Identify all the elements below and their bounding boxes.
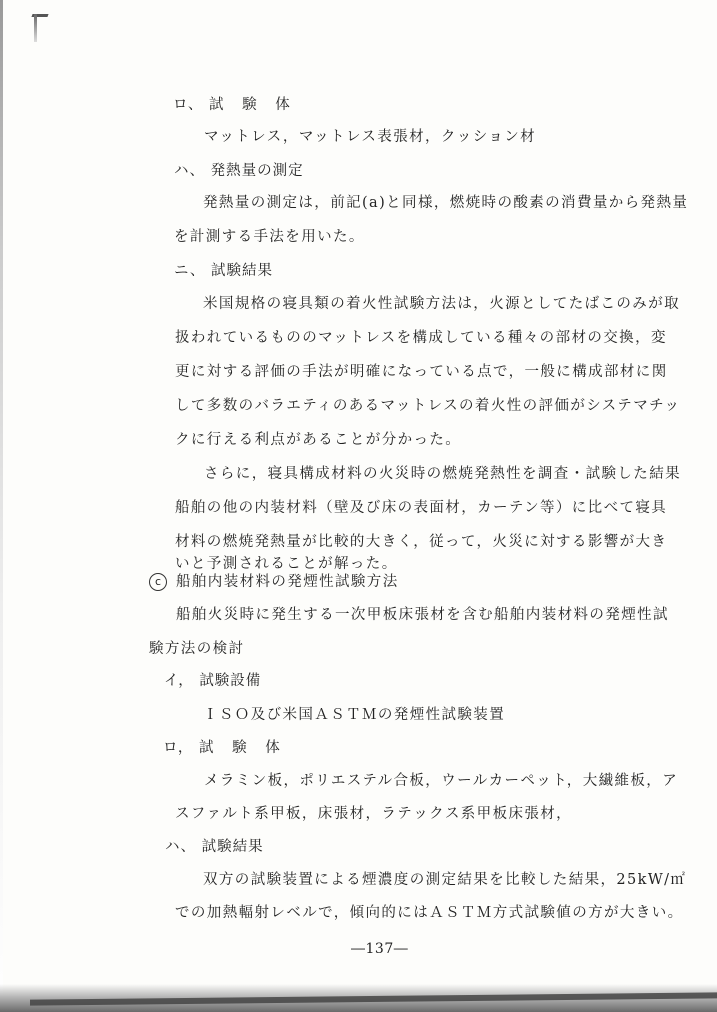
section-c-marker: c <box>149 573 167 591</box>
paragraph-line: 双方の試験装置による煙濃度の測定結果を比較した結果，25kW/㎡ <box>203 872 687 888</box>
paragraph-line: いと予測されることが解った。 <box>175 556 398 572</box>
page-number: ―137― <box>351 941 409 957</box>
item-marker: ハ、 <box>174 163 205 179</box>
item-title: 試 験 体 <box>209 97 297 113</box>
item-marker: ロ， <box>163 740 194 756</box>
paragraph-line: 船舶火災時に発生する一次甲板床張材を含む船舶内装材料の発煙性試 <box>176 607 669 623</box>
item-ni-heading <box>174 262 273 280</box>
paragraph-line: 験方法の検討 <box>149 641 245 657</box>
scan-left-edge <box>0 0 3 1012</box>
paragraph-line: メラミン板，ポリエステル合板，ウールカーペット，大繊維板，ア <box>204 773 679 789</box>
paragraph-line: して多数のバラエティのあるマットレスの着火性の評価がシステマチッ <box>175 398 681 414</box>
item-title: 試験結果 <box>211 263 274 279</box>
paragraph-line: 船舶の他の内装材料（壁及び床の表面材，カーテン等）に比べて寝具 <box>175 500 668 516</box>
paragraph-line: マットレス，マットレス表張材，クッション材 <box>204 129 537 145</box>
paragraph-line: クに行える利点があることが分かった。 <box>175 432 462 448</box>
item-i-heading <box>164 672 261 690</box>
paragraph-line: さらに，寝具構成材料の火災時の燃焼発熱性を調査・試験した結果 <box>204 466 681 482</box>
paragraph-line: 材料の燃焼発熱量が比較的大きく，従って，火災に対する影響が大き <box>175 534 668 550</box>
paragraph-line: 更に対する評価の手法が明確になっている点で，一般に構成部材に関 <box>175 364 668 380</box>
item-title: 試 験 体 <box>199 740 287 756</box>
item-title: 試験設備 <box>199 673 262 689</box>
paragraph-line: スファルト系甲板，床張材，ラテックス系甲板床張材， <box>175 806 573 822</box>
item-ha-heading <box>165 838 264 856</box>
paragraph-line: 扱われているもののマットレスを構成している種々の部材の交換，変 <box>175 330 667 346</box>
item-ro-heading <box>163 739 287 757</box>
paragraph-line: での加熱輻射レベルで，傾向的にはＡＳＴＭ方式試験値の方が大きい。 <box>175 905 684 921</box>
paragraph-line: 発熱量の測定は，前記(a)と同様，燃焼時の酸素の消費量から発熱量 <box>203 195 689 211</box>
section-c-title: 船舶内装材料の発煙性試験方法 <box>176 574 399 590</box>
item-title: 発熱量の測定 <box>210 163 304 179</box>
paragraph-line: 米国規格の寝具類の着火性試験方法は，火源としてたばこのみが取 <box>203 296 680 312</box>
item-ha-heading <box>174 162 304 180</box>
item-title: 試験結果 <box>201 839 264 855</box>
item-marker: ロ、 <box>173 97 204 113</box>
paragraph-line: ＩＳＯ及び米国ＡＳＴＭの発煙性試験装置 <box>203 707 506 723</box>
item-ro-heading <box>173 96 297 114</box>
item-marker: ニ、 <box>174 263 206 279</box>
item-marker: ハ、 <box>165 839 196 855</box>
scan-corner-mark-vertical <box>34 14 37 42</box>
item-marker: イ， <box>164 673 194 689</box>
paragraph-line: を計測する手法を用いた。 <box>174 229 365 245</box>
